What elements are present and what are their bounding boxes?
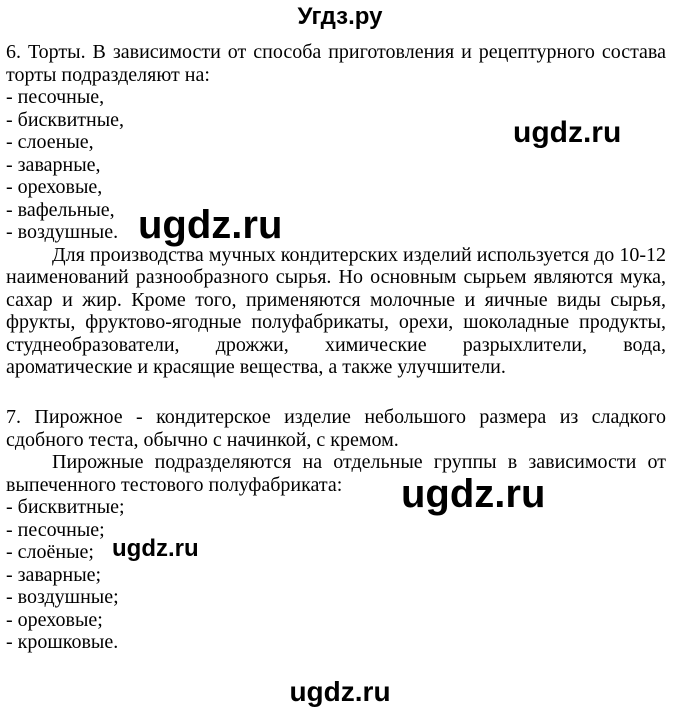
list-item: - ореховые, <box>6 176 103 198</box>
watermark: ugdz.ru <box>401 472 546 516</box>
section-6-paragraph: Для производства мучных кондитерских изделий используется до 10-12 наименований разнообразного сырья. Но основным сырьем являются мука, сахар и жир. Кроме того, применяются молочные и яичные виды сырья, фрукты, фруктово-ягодные полуфабрикаты, орехи, шоколадные продукты, студнеобразователи, дрожжи, химические разрыхлители, вода, ароматические и красящие вещества, а также улучшители. <box>6 243 666 378</box>
list-item: - песочные, <box>6 86 105 108</box>
list-item: - ореховые; <box>6 608 103 631</box>
site-title: Угдз.ру <box>297 3 383 30</box>
list-item: - заварные; <box>6 563 102 586</box>
list-item: - песочные; <box>6 518 105 541</box>
list-item: - бисквитные; <box>6 496 125 518</box>
list-item: - слоеные, <box>6 131 94 153</box>
watermark: ugdz.ru <box>513 116 622 149</box>
section-6 <box>6 41 666 379</box>
watermark: ugdz.ru <box>289 676 391 707</box>
section-6-intro: 6. Торты. В зависимости от способа приготовления и рецептурного состава торты подразделяют на: <box>6 41 666 86</box>
section-7-intro: 7. Пирожное - кондитерское изделие небольшого размера из сладкого сдобного теста, обычно с начинкой, с кремом. <box>6 406 666 451</box>
pastry-types-list <box>6 496 666 654</box>
watermark: ugdz.ru <box>138 203 283 247</box>
list-item: - слоёные; <box>6 541 94 563</box>
cake-types-list <box>6 86 666 244</box>
list-item: - вафельные, <box>6 198 115 221</box>
section-7-paragraph: Пирожные подразделяются на отдельные группы в зависимости от выпеченного тестового полуфабриката: <box>6 451 666 496</box>
list-item: - бисквитные, <box>6 108 125 131</box>
list-item: - воздушные. <box>6 221 119 243</box>
list-item: - заварные, <box>6 153 101 176</box>
list-item: - воздушные; <box>6 586 119 608</box>
section-7 <box>6 406 666 654</box>
list-item: - крошковые. <box>6 631 119 653</box>
watermark: ugdz.ru <box>112 535 199 562</box>
